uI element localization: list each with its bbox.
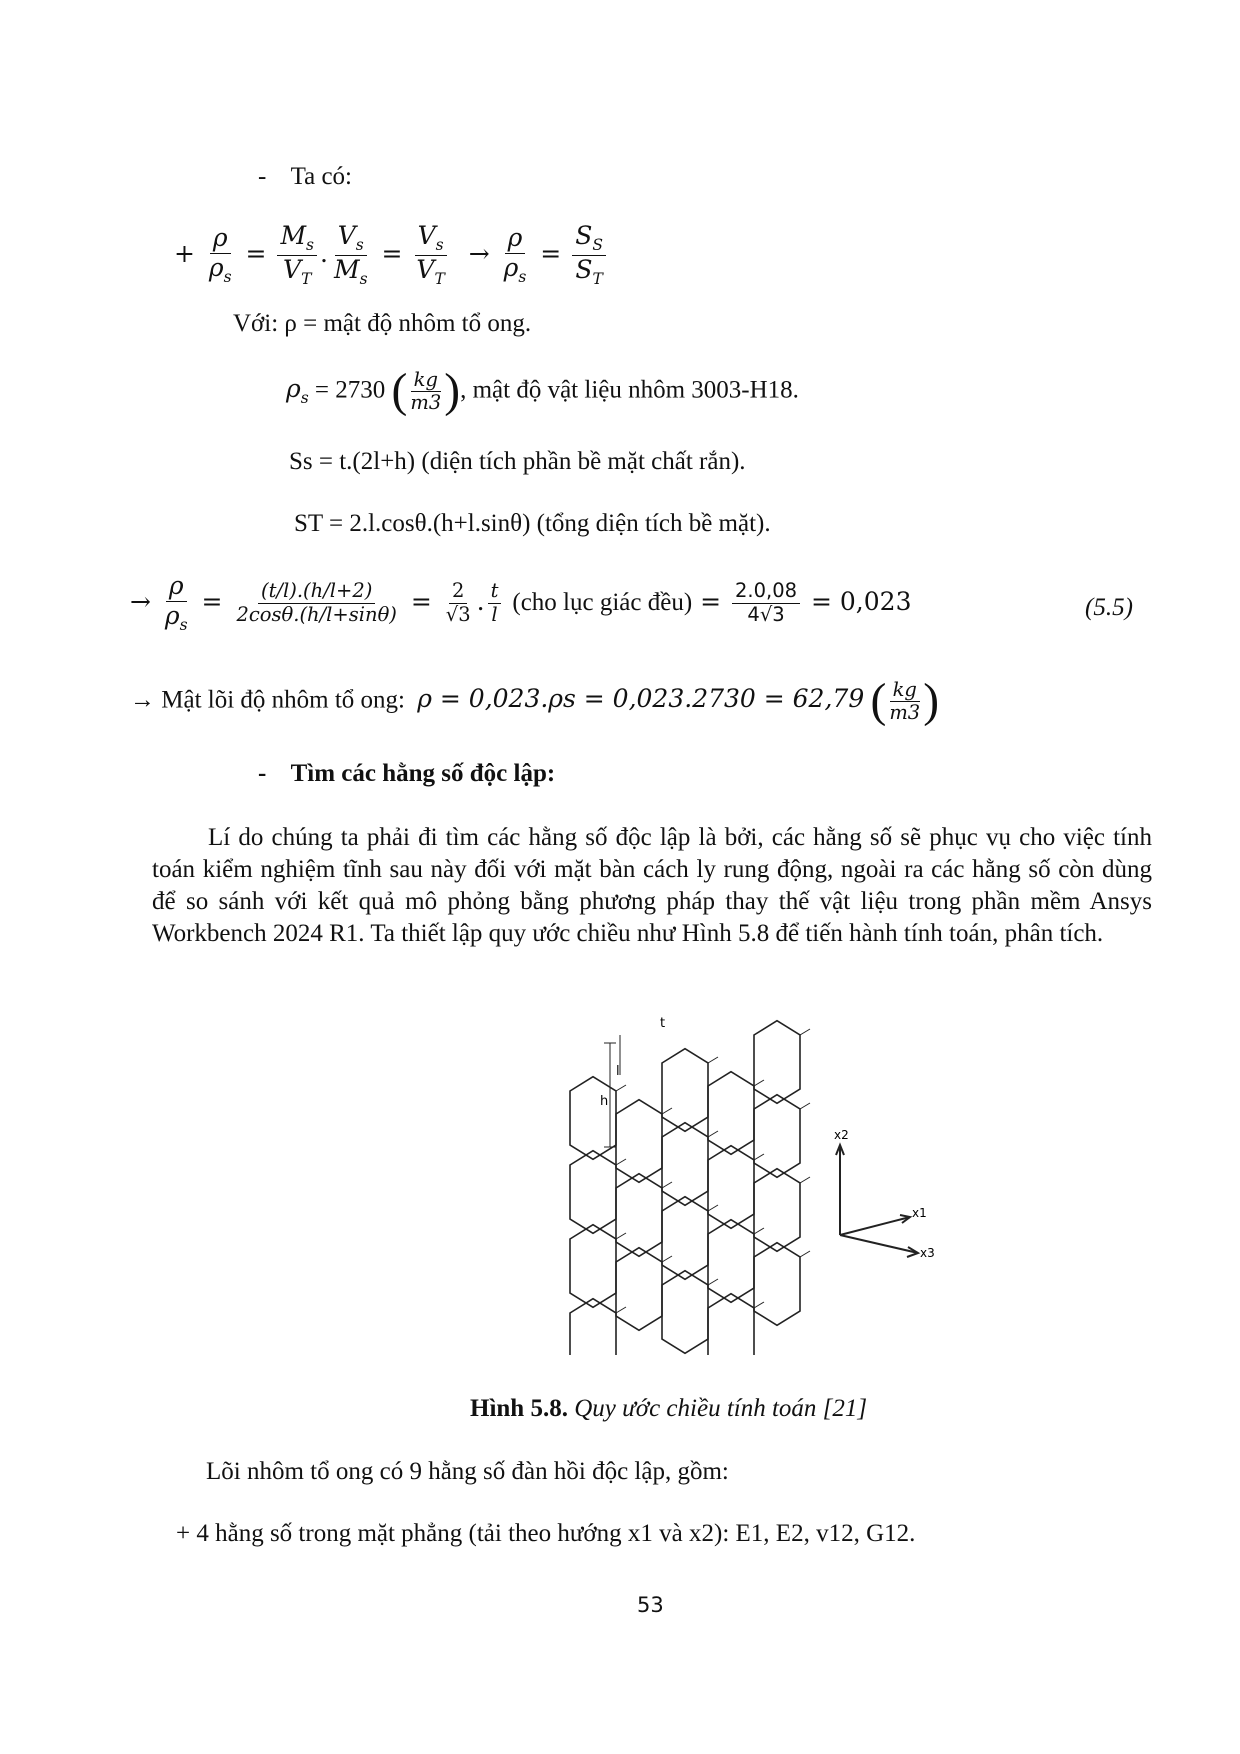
- honeycomb-cell: [616, 1100, 662, 1183]
- honeycomb-cell: [570, 1151, 616, 1234]
- honeycomb-depth-edge: [708, 1279, 718, 1285]
- axes: [836, 1145, 918, 1257]
- frac-vs-ms: $\frac{V_s}{M_s}$: [333, 221, 368, 288]
- frac-rho-rhos: $\frac{\rho}{\rho_s}$: [208, 223, 232, 286]
- def-st: ST = 2.l.cosθ.(h+l.sinθ) (tổng diện tích bề mặt).: [294, 510, 771, 537]
- label-l: l: [616, 1064, 620, 1079]
- honeycomb-cell: [754, 1243, 800, 1326]
- honeycomb-cell: [754, 1169, 800, 1252]
- frac-ms-vt: $\frac{M_s}{V_T}$: [277, 222, 317, 289]
- def-ss: Ss = t.(2l+h) (diện tích phần bề mặt chất rắn).: [289, 448, 746, 475]
- honeycomb-depth-edge: [800, 1177, 810, 1183]
- honeycomb-depth-edge: [616, 1307, 626, 1313]
- honeycomb-depth-edge: [616, 1159, 626, 1165]
- figure-caption: Hình 5.8. Quy ước chiều tính toán [21]: [470, 1395, 868, 1422]
- honeycomb-depth-edge: [708, 1057, 718, 1063]
- ta-co-text: Ta có:: [290, 163, 352, 190]
- def-rho: Với: ρ = mật độ nhôm tổ ong.: [233, 310, 532, 337]
- dash: -: [258, 163, 267, 190]
- honeycomb-cell: [708, 1146, 754, 1229]
- honeycomb-depth-edge: [662, 1108, 672, 1114]
- body-paragraph: Lí do chúng ta phải đi tìm các hằng số độc lập là bởi, các hằng số sẽ phục vụ cho việc tính toán kiểm nghiệm tĩnh sau này đối với mặt bàn cách ly rung động, ngoài ra các hằng số còn dùng để so sánh với kết quả mô phỏng bằng phương pháp thay thế vật liệu trong phần mềm Ansys Workbench 2024 R1. Ta thiết lập quy ước chiều như Hình 5.8 để tiến hành tính toán, phân tích.: [152, 824, 1152, 947]
- honeycomb-depth-edge: [800, 1251, 810, 1257]
- axis-x1: x1: [912, 1206, 927, 1220]
- honeycomb-depth-edge: [754, 1302, 764, 1308]
- big-fraction: $\frac{(t/l).(h/l+2)}{2\cos\theta.(h/l+\sin\theta)}$: [236, 579, 397, 626]
- honeycomb-depth-edge: [662, 1182, 672, 1188]
- honeycomb-cell: [708, 1220, 754, 1303]
- dimension-marks: [604, 1035, 620, 1147]
- label-t: t: [660, 1016, 666, 1031]
- honeycomb-cell: [616, 1174, 662, 1257]
- honeycomb-depth-edge: [754, 1228, 764, 1234]
- honeycomb-cell: [570, 1225, 616, 1308]
- honeycomb-cell: [708, 1072, 754, 1155]
- honeycomb-depth-edge: [800, 1029, 810, 1035]
- honeycomb-cell: [754, 1021, 800, 1104]
- axis-x3: x3: [920, 1246, 935, 1260]
- frac-rho-rhos-2: $\frac{\rho}{\rho_s}$: [503, 223, 527, 286]
- axis-x2: x2: [834, 1128, 849, 1142]
- density-result: → Mật lõi độ nhôm tổ ong: ρ = 0,023.ρs = 0,023.2730 = 62,79 ( $\frac{kg}{m3}$ ): [130, 675, 940, 727]
- honeycomb-cells: [570, 1021, 810, 1355]
- honeycomb-cell: [662, 1197, 708, 1280]
- section-heading: - Tìm các hằng số độc lập:: [258, 760, 556, 787]
- inplane-line: + 4 hằng số trong mặt phẳng (tải theo hướng x1 và x2): E1, E2, v12, G12.: [176, 1520, 916, 1547]
- honeycomb-depth-edge: [616, 1233, 626, 1239]
- def-rho-s: $\rho_s = 2730$ ( $\frac{kg}{m3}$ ), mật độ vật liệu nhôm 3003-H18.: [286, 365, 799, 417]
- honeycomb-depth-edge: [662, 1256, 672, 1262]
- honeycomb-cell: [754, 1095, 800, 1178]
- honeycomb-cell: [662, 1271, 708, 1354]
- unit-kg-m3: $\frac{kg}{m3}$: [410, 367, 442, 415]
- bullet-ta-co: [258, 163, 352, 191]
- frac-ss-st: $\frac{S_S}{S_T}$: [572, 222, 606, 289]
- honeycomb-cell: [662, 1049, 708, 1132]
- honeycomb-depth-edge: [754, 1154, 764, 1160]
- core-line: Lõi nhôm tổ ong có 9 hằng số đàn hồi độc lập, gồm:: [206, 1458, 729, 1485]
- page-number: 53: [637, 1593, 664, 1617]
- honeycomb-depth-edge: [800, 1103, 810, 1109]
- equation-5-5: → $\frac{\rho}{\rho_s}$ = $\frac{(t/l).(h/l+2)}{2\cos\theta.(h/l+\sin\theta)}$ = $\frac{2}{√3}$ . $\frac{t}{l}$ (cho lục giác đều) = $\frac{2.0,08}{4√3}$ = 0,023: [130, 571, 912, 634]
- label-h: h: [600, 1094, 609, 1109]
- honeycomb-figure: [500, 995, 980, 1355]
- honeycomb-depth-edge: [754, 1080, 764, 1086]
- honeycomb-cell: [662, 1123, 708, 1206]
- equation-density-ratio: + $\frac{\rho}{\rho_s}$ = $\frac{M_s}{V_T}$ . $\frac{V_s}{M_s}$ = $\frac{V_s}{V_T}$ → $\frac{\rho}{\rho_s}$ = $\frac{S_S}{S_T}$: [174, 222, 609, 289]
- honeycomb-depth-edge: [708, 1205, 718, 1211]
- honeycomb-depth-edge: [708, 1131, 718, 1137]
- honeycomb-cell: [616, 1248, 662, 1331]
- equation-number: (5.5): [1085, 594, 1133, 621]
- honeycomb-depth-edge: [616, 1085, 626, 1091]
- frac-vs-vt: $\frac{V_s}{V_T}$: [416, 221, 445, 288]
